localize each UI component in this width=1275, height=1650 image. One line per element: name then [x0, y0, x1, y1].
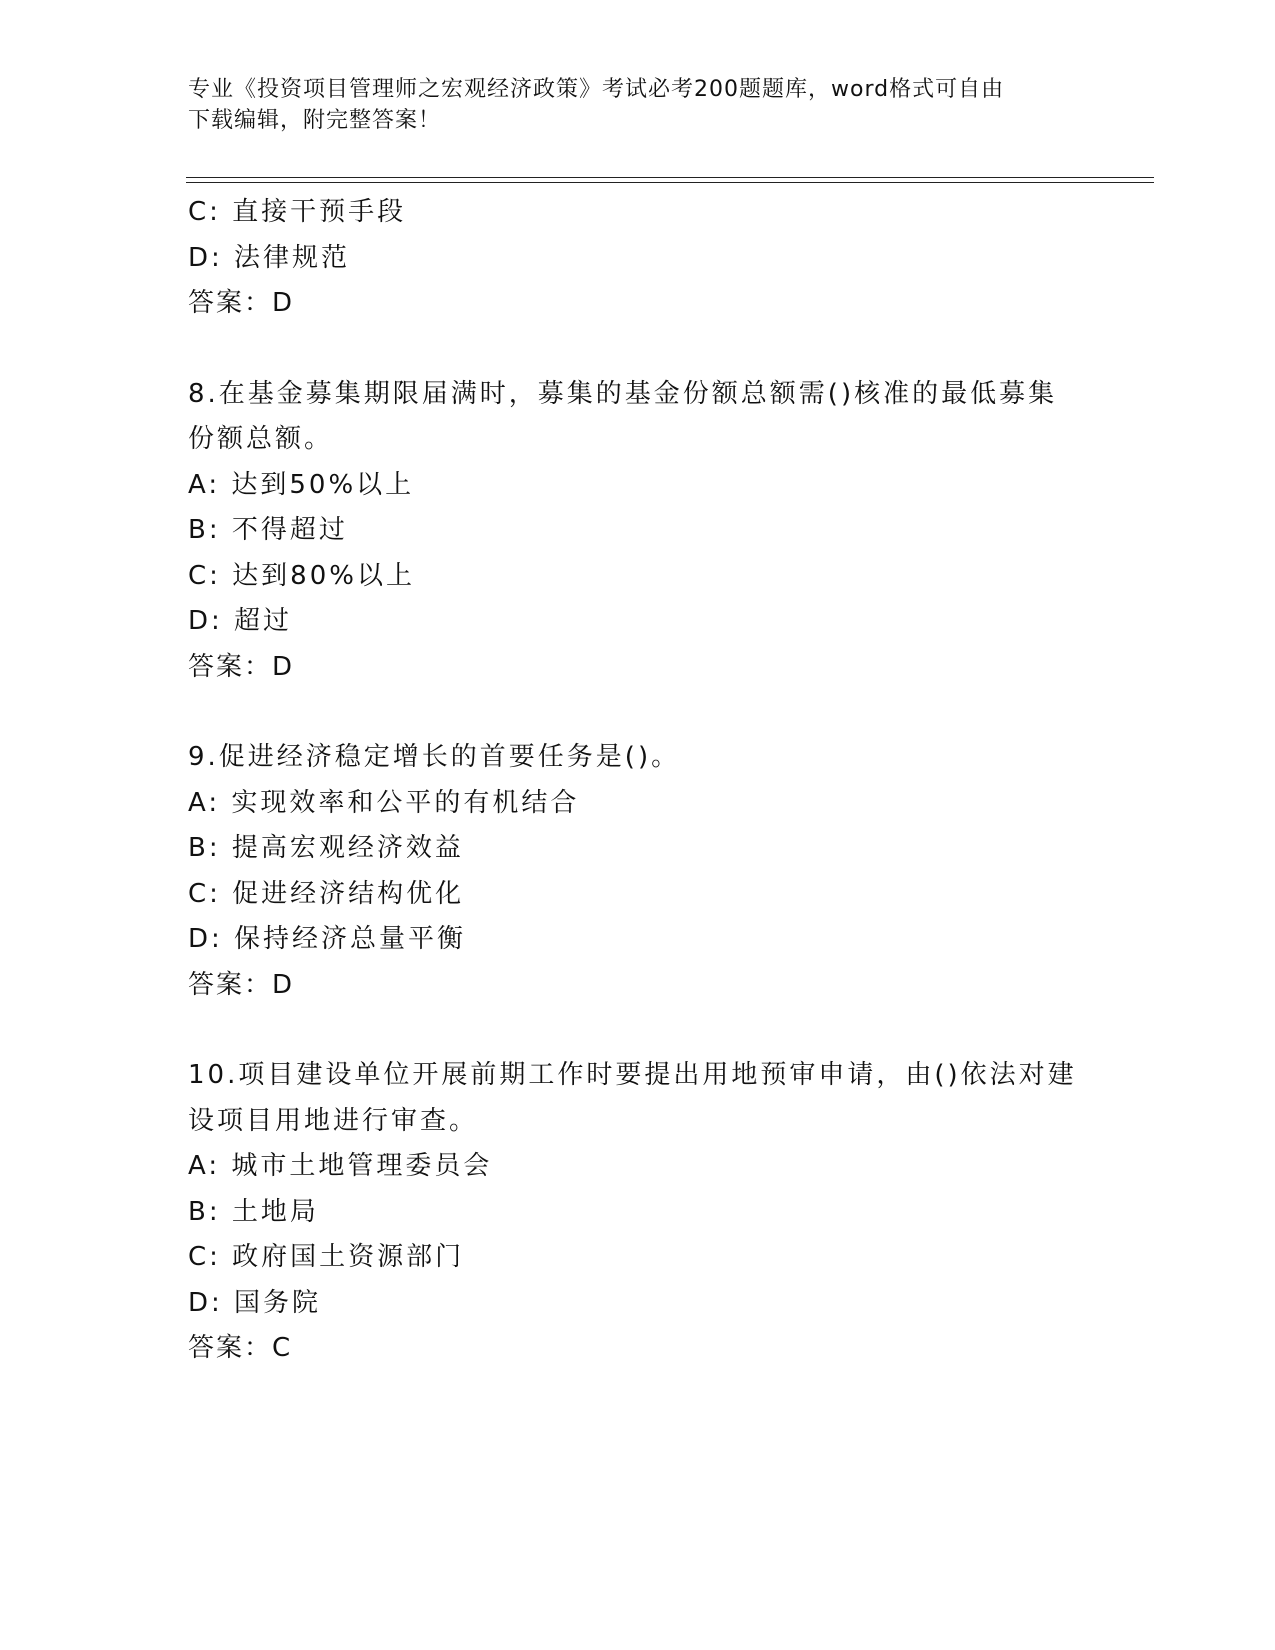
option-a: A: 达到50%以上	[188, 469, 415, 500]
question-stem-line-1: 8.在基金募集期限届满时，募集的基金份额总额需()核准的最低募集	[188, 378, 1058, 409]
carryover-question	[188, 190, 1108, 327]
option-c: C: 促进经济结构优化	[188, 878, 465, 909]
question-list	[188, 190, 1108, 1372]
answer-line: 答案：D	[188, 288, 295, 318]
option-d: D: 保持经济总量平衡	[188, 924, 467, 954]
question-stem-line-1: 9.促进经济稳定增长的首要任务是()。	[188, 742, 681, 772]
option-d: D: 法律规范	[188, 242, 351, 273]
option-b: B: 提高宏观经济效益	[188, 833, 464, 863]
question-stem-line-2: 设项目用地进行审查。	[188, 1105, 479, 1136]
document-header	[188, 74, 1088, 136]
answer-line: 答案：D	[188, 969, 295, 1000]
header-title-line-2: 下载编辑，附完整答案！	[188, 108, 442, 133]
answer-line: 答案：C	[188, 1333, 293, 1363]
header-rule-bottom	[186, 182, 1154, 183]
header-title-line-1: 专业《投资项目管理师之宏观经济政策》考试必考200题题库，word格式可自由	[188, 77, 1005, 102]
option-c: C: 直接干预手段	[188, 197, 407, 227]
spacer	[188, 1008, 1108, 1053]
question-10	[188, 1053, 1108, 1372]
question-stem-line-2: 份额总额。	[188, 424, 334, 454]
header-rule-top	[186, 177, 1154, 178]
option-d: D: 超过	[188, 606, 293, 636]
option-c: C: 政府国土资源部门	[188, 1242, 465, 1272]
question-8	[188, 372, 1108, 691]
question-stem-line-1: 10.项目建设单位开展前期工作时要提出用地预审申请，由()依法对建	[188, 1060, 1077, 1090]
option-a: A: 实现效率和公平的有机结合	[188, 787, 580, 818]
option-d: D: 国务院	[188, 1287, 322, 1318]
option-a: A: 城市土地管理委员会	[188, 1151, 493, 1181]
spacer	[188, 690, 1108, 735]
option-b: B: 不得超过	[188, 515, 348, 545]
option-c: C: 达到80%以上	[188, 560, 415, 591]
answer-line: 答案：D	[188, 651, 295, 682]
spacer	[188, 327, 1108, 372]
option-b: B: 土地局	[188, 1196, 319, 1227]
question-9	[188, 735, 1108, 1008]
